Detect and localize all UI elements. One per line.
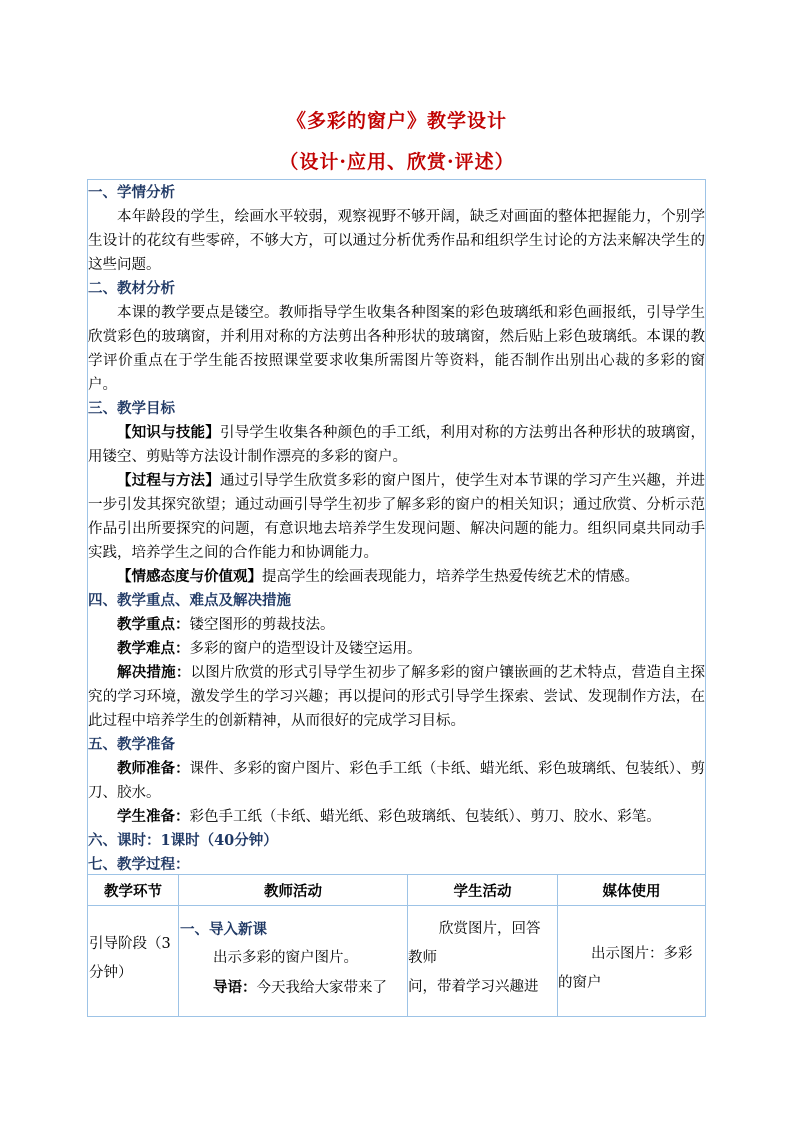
teacher-prep-text: 课件、多彩的窗户图片、彩色手工纸（卡纸、蜡光纸、彩色玻璃纸、包装纸）、剪刀、胶水。 (88, 761, 705, 801)
media-use-line2: 的窗户 (558, 975, 602, 991)
paragraph-objective-emotion (88, 565, 705, 589)
paragraph-material-analysis: 本课的教学要点是镂空。教师指导学生收集各种图案的彩色玻璃纸和彩色画报纸，引导学生欣赏彩色的玻璃窗，并利用对称的方法剪出各种形状的玻璃窗，然后贴上彩色玻璃纸。本课的教学评价重点在于学生能否按照课堂要求收集所需图片等资料，能否制作出别出心裁的多彩的窗户。 (88, 305, 705, 393)
document-title: 《多彩的窗户》教学设计 (286, 110, 507, 132)
table-header-student: 学生活动 (453, 883, 512, 900)
difficulty-label: 教学难点： (117, 640, 190, 657)
table-top-border (87, 874, 706, 875)
section-heading-lesson-time: 六、课时：1课时（40分钟） (88, 832, 278, 849)
student-activity-line1: 欣赏图片，回答 (439, 921, 541, 937)
teacher-intro-text: 今天我给大家带来了 (256, 980, 387, 996)
paragraph-objective-knowledge (88, 421, 705, 469)
paragraph-solution (88, 661, 705, 733)
section-heading-preparation: 五、教学准备 (88, 736, 175, 753)
difficulty-text: 多彩的窗户的造型设计及镂空运用。 (189, 641, 422, 657)
key-point-text: 镂空图形的剪裁技法。 (189, 617, 335, 633)
teacher-activity-heading: 一、导入新课 (180, 921, 267, 938)
section-heading-key-points: 四、教学重点、难点及解决措施 (88, 592, 291, 609)
paragraph-key-point (88, 613, 705, 637)
teacher-intro-label: 导语： (213, 979, 257, 996)
paragraph-student-prep (88, 805, 705, 829)
solution-label: 解决措施： (117, 664, 191, 681)
section-heading-learner-analysis: 一、学情分析 (88, 184, 175, 201)
document-subtitle: （设计·应用、欣赏·评述） (279, 151, 515, 173)
objective-process-label: 【过程与方法】 (117, 472, 220, 489)
objective-process-text: 通过引导学生欣赏多彩的窗户图片，使学生对本节课的学习产生兴趣，并进一步引发其探究欲望；通过动画引导学生初步了解多彩的窗户的相关知识；通过欣赏、分析示范作品引出所要探究的问题，有意识地去培养学生发现问题、解决问题的能力。组织同桌共同动手实践，培养学生之间的合作能力和协调能力。 (88, 473, 705, 561)
table-cell-media (558, 940, 705, 998)
student-activity-line2: 教师 (408, 950, 437, 966)
objective-knowledge-text: 引导学生收集各种颜色的手工纸，利用对称的方法剪出各种形状的玻璃窗，用镂空、剪贴等方法设计制作漂亮的多彩的窗户。 (88, 425, 705, 465)
table-cell-teacher (180, 915, 406, 1003)
teacher-activity-line: 出示多彩的窗户图片。 (213, 950, 358, 966)
table-header-media: 媒体使用 (602, 883, 661, 900)
section-heading-process: 七、教学过程： (88, 856, 190, 873)
paragraph-objective-process (88, 469, 705, 565)
student-prep-label: 学生准备： (117, 808, 190, 825)
media-use-line1: 出示图片：多彩 (591, 946, 693, 962)
section-heading-objectives: 三、教学目标 (88, 400, 175, 417)
paragraph-difficulty (88, 637, 705, 661)
teacher-prep-label: 教师准备： (117, 760, 190, 777)
paragraph-teacher-prep (88, 757, 705, 805)
table-header-border (87, 905, 706, 906)
teacher-activity-intro (180, 973, 406, 1003)
section-heading-material-analysis: 二、教材分析 (88, 280, 175, 297)
objective-emotion-text: 提高学生的绘画表现能力，培养学生热爱传统艺术的情感。 (262, 569, 639, 585)
objective-emotion-label: 【情感态度与价值观】 (117, 568, 262, 585)
table-cell-student (408, 915, 556, 1002)
table-header-teacher: 教师活动 (264, 883, 322, 900)
solution-text: 以图片欣赏的形式引导学生初步了解多彩的窗户镶嵌画的艺术特点，营造自主探究的学习环境，激发学生的学习兴趣；再以提问的形式引导学生探索、尝试、发现制作方法，在此过程中培养学生的创新精神，从而很好的完成学习目标。 (88, 665, 706, 729)
table-header-stage: 教学环节 (104, 883, 162, 900)
table-cell-stage: 引导阶段（3分钟） (89, 936, 171, 981)
student-activity-line3: 问，带着学习兴趣进 (408, 979, 539, 995)
document-body (88, 181, 705, 877)
key-point-label: 教学重点： (117, 616, 190, 633)
student-prep-text: 彩色手工纸（卡纸、蜡光纸、彩色玻璃纸、包装纸）、剪刀、胶水、彩笔。 (189, 809, 661, 825)
paragraph-learner-analysis: 本年龄段的学生，绘画水平较弱，观察视野不够开阔，缺乏对画面的整体把握能力，个别学生设计的花纹有些零碎，不够大方，可以通过分析优秀作品和组织学生讨论的方法来解决学生的这些问题。 (88, 209, 705, 273)
objective-knowledge-label: 【知识与技能】 (117, 424, 220, 441)
